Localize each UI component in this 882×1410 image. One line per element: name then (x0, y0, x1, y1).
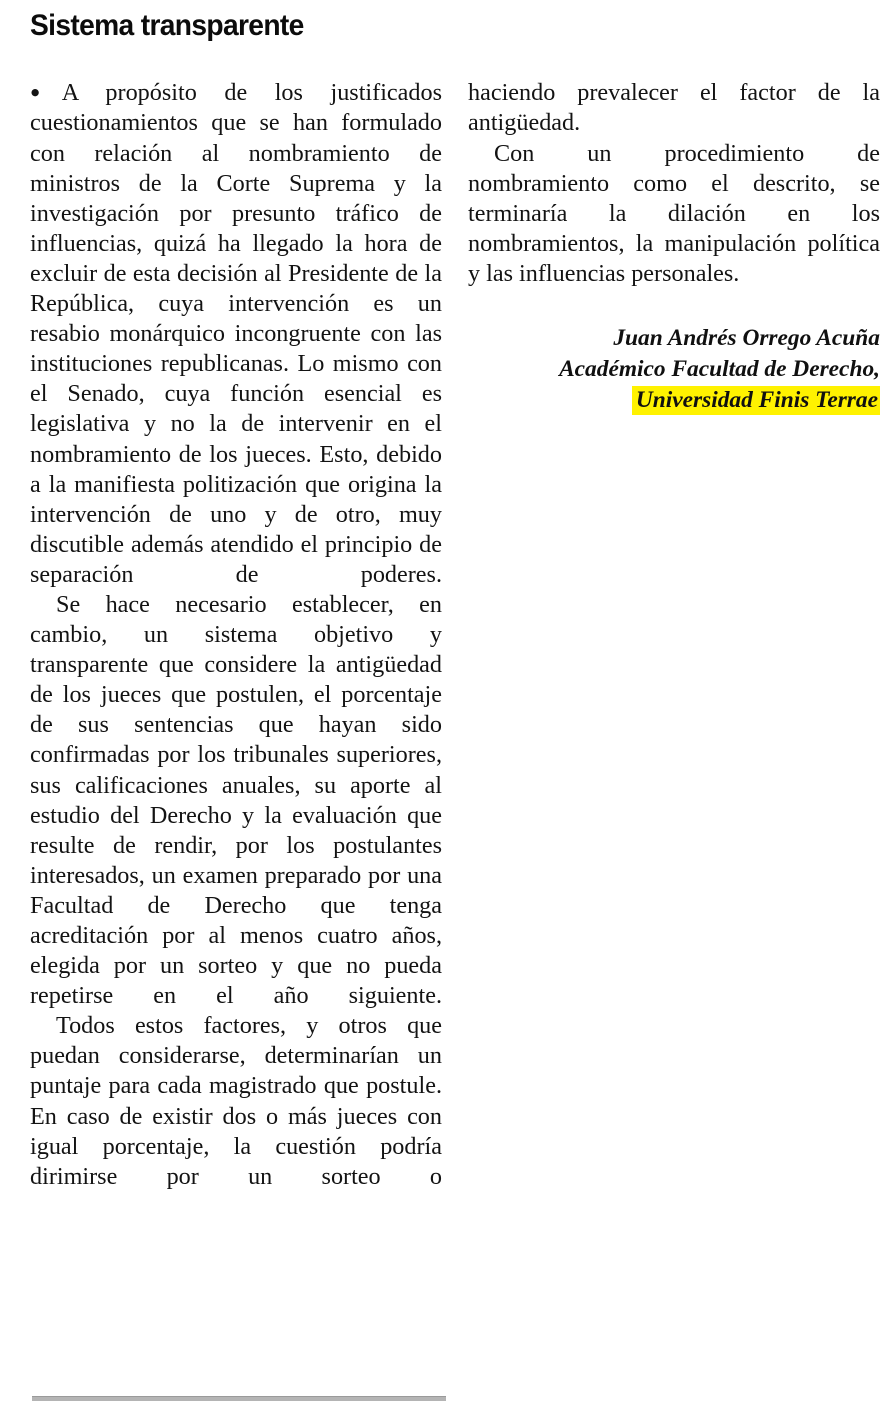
paragraph-right-2: Con un procedimiento de nombramiento como el descrito, se terminaría la dilación en los nombramientos, la manipulación política y las influencias personales. (468, 139, 880, 287)
bottom-divider (32, 1396, 446, 1401)
signature-author-name: Juan Andrés Orrego Acuña (613, 325, 880, 352)
article-columns (30, 78, 880, 1191)
paragraph-right-1: haciendo prevalecer el factor de la antigüedad. (468, 79, 880, 137)
column-right (468, 78, 880, 416)
signature-affiliation-highlighted: Universidad Finis Terrae (632, 386, 880, 415)
page-title: Sistema transparente (30, 9, 304, 42)
signature-author-role: Académico Facultad de Derecho, (559, 356, 880, 383)
paragraph-left-2: Se hace necesario establecer, en cambio, un sistema objetivo y transparente que considere la antigüedad de los jueces que postulen, el porcentaje de sus sentencias que hayan sido confirmadas por los tribunales superiores, sus calificaciones anuales, su aporte al estudio del Derecho y la evaluación que resulte de rendir, por los postulantes interesados, un examen preparado por una Facultad de Derecho que tenga acreditación por al menos cuatro años, elegida por un sorteo y que no pueda repetirse en el año siguiente. (30, 590, 442, 1010)
signature-affiliation-line (468, 385, 880, 416)
paragraph-left-1-text: A propósito de los justificados cuestionamientos que se han formulado con relación al nombramiento de ministros de la Corte Suprema y la investigación por presunto tráfico de influencias, quizá ha llegado la hora de excluir de esta decisión al Presidente de la República, cuya intervención es un resabio monárquico incongruente con las instituciones republicanas. Lo mismo con el Senado, cuya función esencial es legislativa y no la de intervenir en el nombramiento de los jueces. Esto, debido a la manifiesta politización que origina la intervención de uno y de otro, muy discutible además atendido el principio de separación de poderes. (30, 79, 442, 588)
bullet-icon: ● (30, 82, 62, 102)
signature-block (468, 323, 880, 416)
paragraph-left-1 (30, 78, 442, 590)
paragraph-left-3: Todos estos factores, y otros que puedan considerarse, determinarían un puntaje para cada magistrado que postule. En caso de existir dos o más jueces con igual porcentaje, la cuestión podría dirimirse por un sorteo o (30, 1012, 442, 1190)
column-left (30, 78, 442, 1191)
